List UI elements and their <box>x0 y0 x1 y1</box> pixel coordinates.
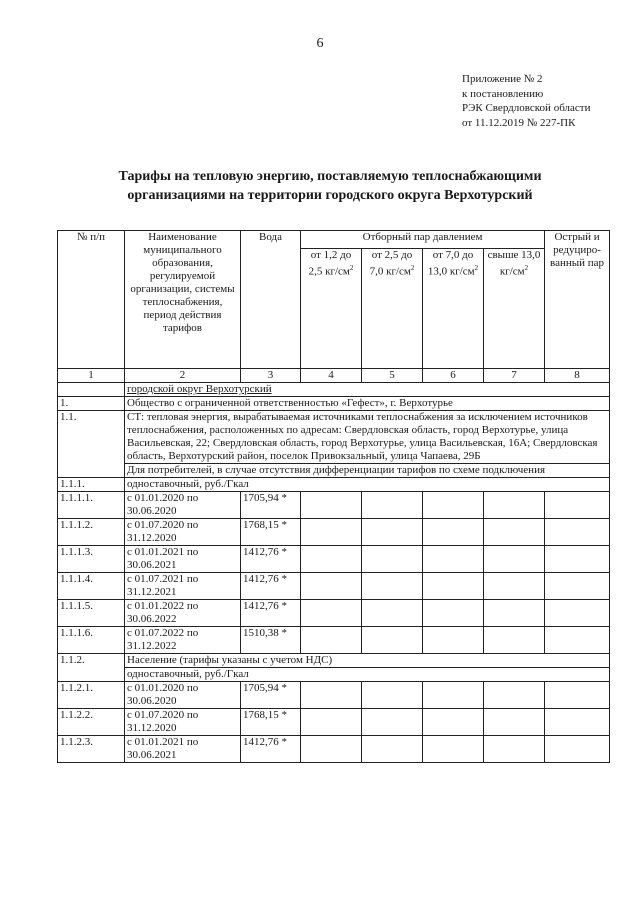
appendix-line: от 11.12.2019 № 227-ПК <box>462 116 576 129</box>
population-row <box>58 654 610 668</box>
water-tariff-value: 1510,38 * <box>241 627 301 654</box>
empty-cell <box>423 682 484 709</box>
tariff-group-1 <box>58 492 610 654</box>
single-rate-row <box>58 668 610 682</box>
appendix-line: Приложение № 2 <box>462 73 543 85</box>
empty-cell <box>423 492 484 519</box>
empty-cell <box>484 736 545 763</box>
empty-cell <box>484 709 545 736</box>
table-row <box>58 736 610 763</box>
empty-cell <box>545 519 610 546</box>
empty-cell <box>362 573 423 600</box>
empty-cell <box>423 573 484 600</box>
appendix-header <box>462 72 590 130</box>
column-number: 6 <box>423 369 484 383</box>
table-row <box>58 709 610 736</box>
period: с 01.01.2020 по 30.06.2020 <box>125 492 241 519</box>
column-number: 2 <box>125 369 241 383</box>
row-number: 1.1.2.1. <box>58 682 125 709</box>
empty-cell <box>362 519 423 546</box>
empty-cell <box>301 736 362 763</box>
empty-cell <box>545 492 610 519</box>
row-number: 1.1.1.2. <box>58 519 125 546</box>
superscript: 2 <box>474 264 479 272</box>
single-rate-row <box>58 478 610 492</box>
row-number: 1.1.1.1. <box>58 492 125 519</box>
empty-cell <box>484 492 545 519</box>
empty-cell <box>545 546 610 573</box>
empty-cell <box>423 709 484 736</box>
period: с 01.07.2020 по 31.12.2020 <box>125 519 241 546</box>
period: с 01.01.2020 по 30.06.2020 <box>125 682 241 709</box>
table-row <box>58 682 610 709</box>
water-tariff-value: 1705,94 * <box>241 682 301 709</box>
header-name: Наименование муниципального образования, регулируемой организации, системы теплоснабжения, период действия тарифов <box>125 231 241 369</box>
empty-cell <box>301 519 362 546</box>
empty-cell <box>362 600 423 627</box>
header-steam-group: Отборный пар давлением <box>301 231 545 249</box>
column-number: 4 <box>301 369 362 383</box>
empty-cell <box>301 546 362 573</box>
period: с 01.07.2022 по 31.12.2022 <box>125 627 241 654</box>
column-number: 1 <box>58 369 125 383</box>
empty-cell <box>362 492 423 519</box>
empty-cell <box>362 627 423 654</box>
empty-cell <box>545 709 610 736</box>
empty-cell <box>301 492 362 519</box>
consumers-note: Для потребителей, в случае отсутствия дифференциации тарифов по схеме подключения <box>125 464 610 478</box>
municipality-name: городской округ Верхотурский <box>125 383 610 397</box>
header-water: Вода <box>241 231 301 369</box>
header-steam-3-text: от 7,0 до 13,0 кг/см <box>427 249 475 278</box>
organization-name: Общество с ограниченной ответственностью «Гефест», г. Верхотурье <box>125 397 610 411</box>
water-tariff-value: 1768,15 * <box>241 709 301 736</box>
superscript: 2 <box>349 264 354 272</box>
empty-cell <box>301 573 362 600</box>
empty-cell <box>545 682 610 709</box>
water-tariff-value: 1412,76 * <box>241 546 301 573</box>
row-number: 1.1.2. <box>58 654 125 682</box>
column-number: 5 <box>362 369 423 383</box>
column-number: 7 <box>484 369 545 383</box>
empty-cell <box>423 736 484 763</box>
table-row <box>58 600 610 627</box>
document-title <box>60 167 600 205</box>
row-number: 1. <box>58 397 125 411</box>
municipality-row <box>58 383 610 397</box>
empty-cell <box>362 546 423 573</box>
water-tariff-value: 1705,94 * <box>241 492 301 519</box>
empty-cell <box>484 546 545 573</box>
empty-cell <box>301 600 362 627</box>
empty-cell <box>545 573 610 600</box>
header-num: № п/п <box>58 231 125 369</box>
period: с 01.01.2021 по 30.06.2021 <box>125 546 241 573</box>
system-description: СТ: тепловая энергия, вырабатываемая источниками теплоснабжения за исключением источников теплоснабжения, расположенных по адресам: Свердловская область, город Верхотурье, улица Васильевская, 22; Свердловская область, город Верхотурье, улица Васильевская, 16А; Свердловская область, Верхотурский район, поселок Привокзальный, улица Чапаева, 29Б <box>125 411 610 464</box>
empty-cell <box>423 627 484 654</box>
empty-cell <box>484 519 545 546</box>
empty-cell <box>484 627 545 654</box>
superscript: 2 <box>410 264 415 272</box>
header-steam-1-text: от 1,2 до 2,5 кг/см <box>308 249 352 278</box>
empty-cell <box>423 546 484 573</box>
column-number: 8 <box>545 369 610 383</box>
row-number: 1.1.1. <box>58 478 125 492</box>
table-row <box>58 546 610 573</box>
water-tariff-value: 1412,76 * <box>241 573 301 600</box>
table-row <box>58 573 610 600</box>
table-row <box>58 627 610 654</box>
consumers-note-row <box>58 464 610 478</box>
period: с 01.01.2022 по 30.06.2022 <box>125 600 241 627</box>
superscript: 2 <box>524 264 529 272</box>
population-label: Население (тарифы указаны с учетом НДС) <box>125 654 610 668</box>
empty-cell <box>362 736 423 763</box>
empty-cell <box>423 519 484 546</box>
row-number: 1.1.1.4. <box>58 573 125 600</box>
empty-cell <box>301 682 362 709</box>
table-row <box>58 492 610 519</box>
header-steam-4-text: свыше 13,0 кг/см <box>487 249 541 278</box>
empty-cell <box>484 573 545 600</box>
row-number: 1.1.2.3. <box>58 736 125 763</box>
organization-row <box>58 397 610 411</box>
water-tariff-value: 1412,76 * <box>241 736 301 763</box>
period: с 01.07.2021 по 31.12.2021 <box>125 573 241 600</box>
appendix-line: к постановлению <box>462 87 544 100</box>
row-number: 1.1.1.6. <box>58 627 125 654</box>
empty-cell <box>545 627 610 654</box>
empty-cell <box>362 682 423 709</box>
row-number: 1.1.2.2. <box>58 709 125 736</box>
column-number: 3 <box>241 369 301 383</box>
header-steam-2-text: от 2,5 до 7,0 кг/см <box>369 249 413 278</box>
row-number: 1.1. <box>58 411 125 478</box>
empty-cell <box>301 627 362 654</box>
page-number: 6 <box>316 36 324 51</box>
empty-cell <box>545 736 610 763</box>
period: с 01.07.2020 по 31.12.2020 <box>125 709 241 736</box>
empty-cell <box>423 600 484 627</box>
header-steam-1 <box>301 249 362 369</box>
water-tariff-value: 1768,15 * <box>241 519 301 546</box>
header-steam-3 <box>423 249 484 369</box>
tariff-group-2 <box>58 682 610 763</box>
title-line: Тарифы на тепловую энергию, поставляемую теплоснабжающими <box>118 169 542 184</box>
empty-cell <box>484 682 545 709</box>
single-rate-label: одноставочный, руб./Гкал <box>125 668 610 682</box>
period: с 01.01.2021 по 30.06.2021 <box>125 736 241 763</box>
table-row <box>58 519 610 546</box>
empty-cell <box>301 709 362 736</box>
header-steam-4 <box>484 249 545 369</box>
water-tariff-value: 1412,76 * <box>241 600 301 627</box>
row-number: 1.1.1.5. <box>58 600 125 627</box>
system-row <box>58 411 610 464</box>
header-sharp-steam: Острый и редуциро-ванный пар <box>545 231 610 369</box>
row-number: 1.1.1.3. <box>58 546 125 573</box>
column-numbers-row <box>58 369 610 383</box>
empty-cell <box>545 600 610 627</box>
single-rate-label: одноставочный, руб./Гкал <box>125 478 610 492</box>
empty-cell <box>362 709 423 736</box>
tariff-table <box>57 230 610 763</box>
empty-cell <box>484 600 545 627</box>
header-steam-2 <box>362 249 423 369</box>
appendix-line: РЭК Свердловской области <box>462 102 591 114</box>
title-line: организациями на территории городского округа Верхотурский <box>127 188 533 203</box>
